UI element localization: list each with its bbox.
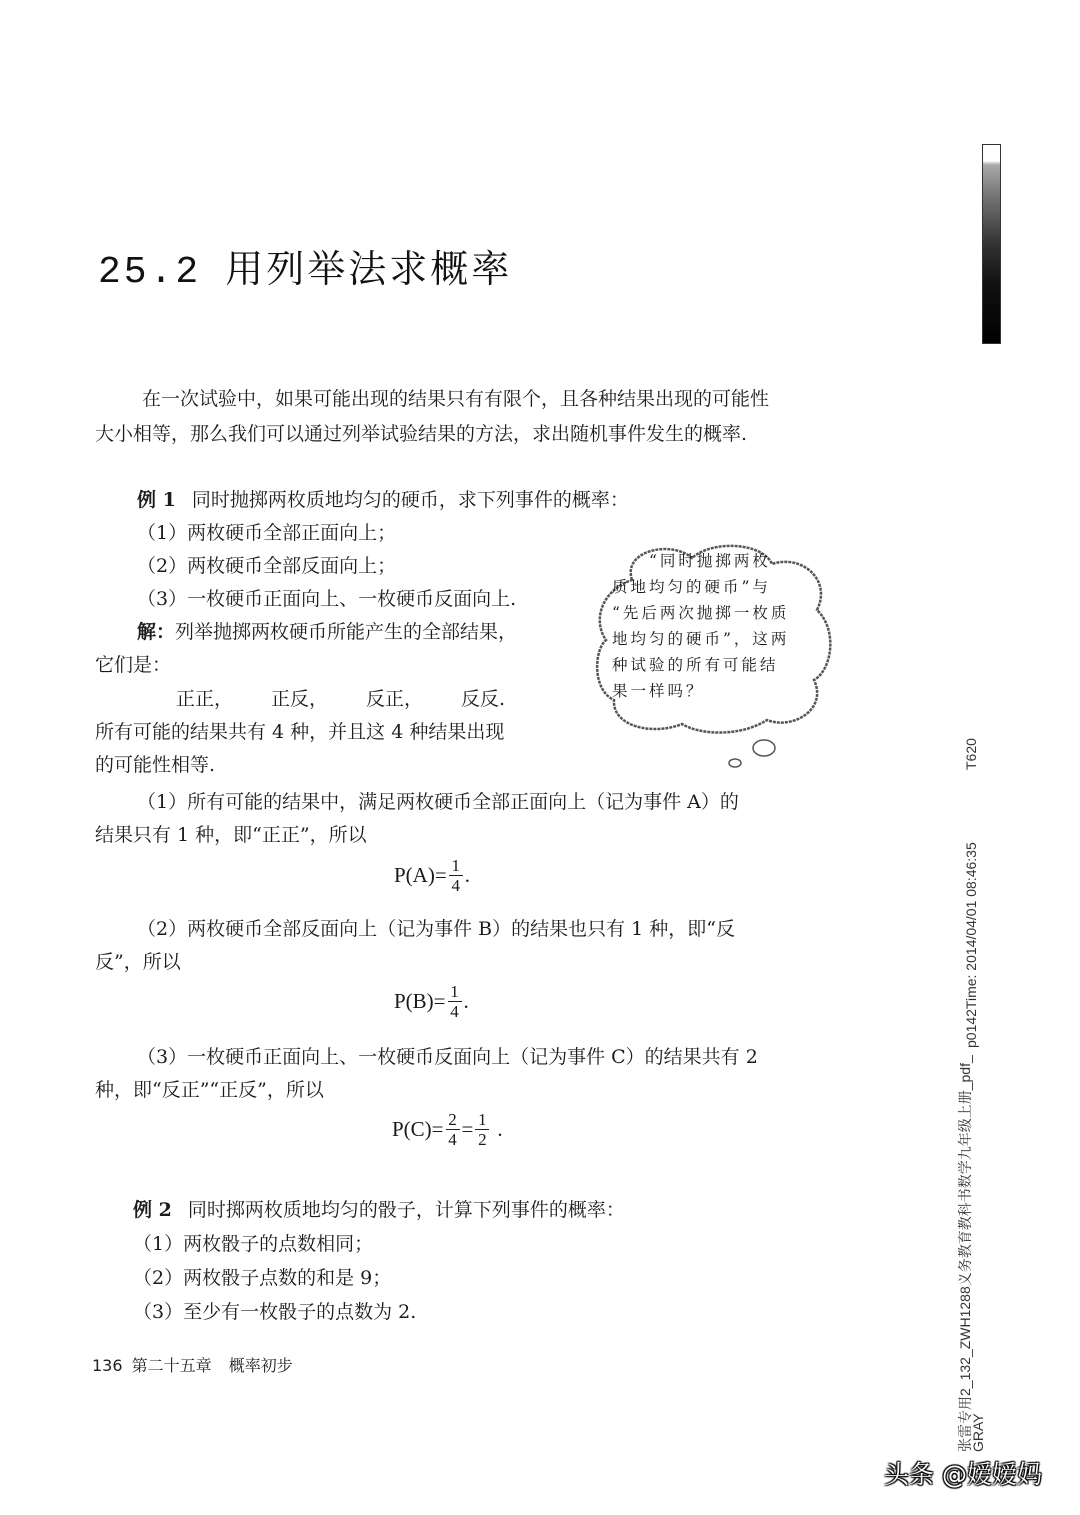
margin-timestamp: p0142Time: 2014/04/01 08:46:35: [963, 842, 979, 1048]
example1-question: 例 1 同时抛掷两枚质地均匀的硬币，求下列事件的概率：: [137, 489, 629, 511]
fraction: $\frac{1}{4}$: [449, 856, 463, 895]
part3-line-1: （3）一枚硬币正面向上、一枚硬币反面向上（记为事件 C）的结果共有 2: [137, 1046, 758, 1068]
example1-item-1: （1）两枚硬币全部正面向上；: [137, 522, 397, 544]
example1-item-3: （3）一枚硬币正面向上、一枚硬币反面向上.: [137, 588, 517, 610]
part1-line-2: 结果只有 1 种，即“正正”，所以: [95, 824, 367, 846]
formula-pb: P(B)= $\frac{1}{4}$ .: [394, 982, 469, 1021]
outcome-summary-1: 所有可能的结果共有 4 种，并且这 4 种结果出现: [95, 721, 505, 743]
outcome: 正反，: [271, 688, 329, 710]
outcome: 反正，: [366, 688, 424, 710]
part1-line-1: （1）所有可能的结果中，满足两枚硬币全部正面向上（记为事件 A）的: [137, 791, 739, 813]
section-number: 25.2: [98, 251, 202, 294]
solution-label: 解：: [137, 621, 176, 643]
outcome-summary-2: 的可能性相等.: [95, 754, 216, 776]
grayscale-calibration-bar: [982, 144, 1001, 344]
section-title: [98, 238, 512, 294]
thought-bubble-tail: [720, 735, 800, 775]
part2-line-2: 反”，所以: [95, 951, 181, 973]
intro-line-2: 大小相等，那么我们可以通过列举试验结果的方法，求出随机事件发生的概率.: [95, 423, 748, 445]
margin-code: T620: [963, 738, 979, 770]
example2-item-3: （3）至少有一枚骰子的点数为 2.: [133, 1301, 417, 1323]
outcome: 正正，: [176, 688, 234, 710]
margin-mode: GRAY: [970, 1413, 986, 1452]
page-number: 136: [92, 1356, 123, 1375]
section-heading: 用列举法求概率: [225, 247, 513, 291]
chapter-title: 概率初步: [228, 1356, 293, 1375]
fraction: $\frac{2}{4}$: [446, 1110, 460, 1149]
fraction: $\frac{1}{4}$: [448, 982, 462, 1021]
example2-item-1: （1）两枚骰子的点数相同；: [133, 1233, 374, 1255]
margin-file: 张雷专用2_132_ZWH1288义务教育教科书数学九年级上册_pdf_: [957, 1055, 973, 1452]
fraction: $\frac{1}{2}$: [475, 1110, 489, 1149]
example2-label: 例 2: [133, 1199, 172, 1221]
chapter-label: 第二十五章: [131, 1356, 212, 1375]
intro-line-1: 在一次试验中，如果可能出现的结果只有有限个，且各种结果出现的可能性: [142, 388, 770, 410]
part2-line-1: （2）两枚硬币全部反面向上（记为事件 B）的结果也只有 1 种，即“反: [137, 918, 735, 940]
part3-line-2: 种，即“反正”“正反”，所以: [95, 1079, 324, 1101]
formula-pa: P(A)= $\frac{1}{4}$ .: [394, 856, 470, 895]
watermark: 头条 @嫒嫒妈: [884, 1460, 1042, 1489]
outcome-list: [176, 683, 505, 716]
example1-item-2: （2）两枚硬币全部反面向上；: [137, 555, 397, 577]
example1-solution: 解：列举抛掷两枚硬币所能产生的全部结果，: [137, 621, 518, 643]
example1-solution-line-2: 它们是：: [95, 654, 172, 676]
page-footer: [92, 1353, 293, 1376]
thought-bubble-text: “同时抛掷两枚 质地均匀的硬币”与 “先后两次抛掷一枚质 地均匀的硬币”，这两 种试验的所有可能结 果一样吗？: [612, 552, 790, 700]
example2-question: 例 2 同时掷两枚质地均匀的骰子，计算下列事件的概率：: [133, 1199, 625, 1221]
outcome: 反反.: [461, 688, 506, 710]
example2-item-2: （2）两枚骰子点数的和是 9；: [133, 1267, 392, 1289]
formula-pc: P(C)= $\frac{2}{4}$ = $\frac{1}{2}$ .: [392, 1110, 503, 1149]
example1-label: 例 1: [137, 489, 176, 511]
